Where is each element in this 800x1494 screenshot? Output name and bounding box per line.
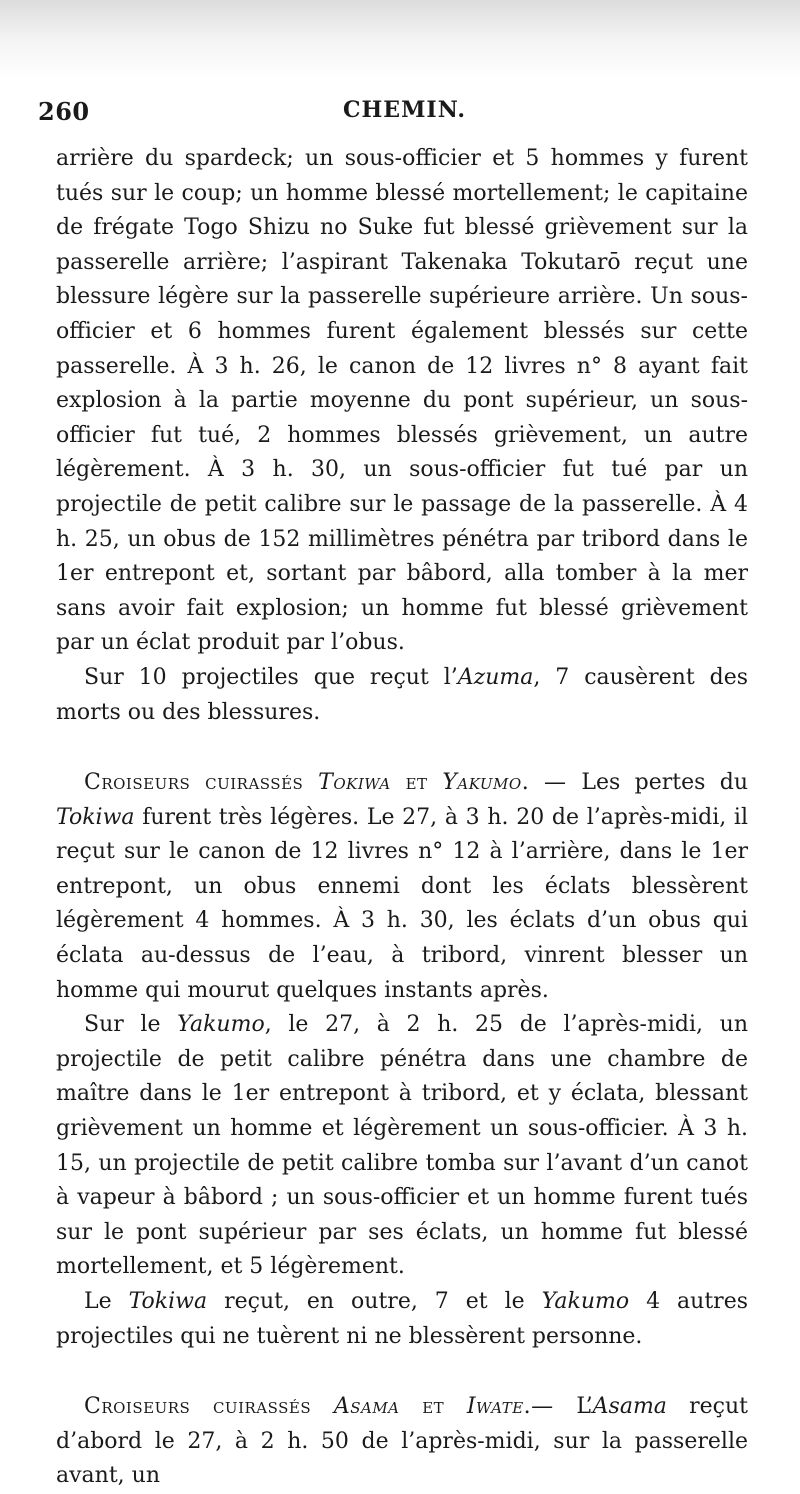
paragraph-yakumo: Sur le Yakumo, le 27, à 2 h. 25 de l’après-midi, un projectile de petit calibre pénétra dans une chambre de maître dans le 1er entrepont à tribord, et y éclata, blessant grièvement un homme et légèrement un sous-officier. À 3 h. 15, un projectile de petit calibre tomba sur l’avant d’un canot à vapeur à bâbord ; un sous-officier et un homme furent tués sur le pont supérieur par ses éclats, un homme fut blessé mortellement, et 5 légèrement. [56, 1012, 748, 1280]
paragraph-tokiwa-yakumo: Croiseurs cuirassés Tokiwa et Yakumo. — Les pertes du Tokiwa furent très légères. Le 27, à 3 h. 20 de l’après-midi, il reçut sur le canon de 12 livres n° 12 à l’arrière, dans le 1er entrepont, un obus ennemi dont les éclats blessèrent légèrement 4 hommes. À 3 h. 30, les éclats d’un obus qui éclata au-dessus de l’eau, à tribord, vinrent blesser un homme qui mourut quelques instants après. [56, 770, 748, 1003]
section-heading: Croiseurs cuirassés Tokiwa et Yakumo. — [84, 770, 582, 796]
paragraph-continuation: arrière du spardeck; un sous-officier et 5 hommes y furent tués sur le coup; un homme blessé mortellement; le capitaine de frégate Togo Shizu no Suke fut blessé grièvement sur la passerelle arrière; l’aspirant Takenaka Tokutarō reçut une blessure légère sur la passerelle supérieure arrière. Un sous-officier et 6 hommes furent également blessés sur cette passerelle. À 3 h. 26, le canon de 12 livres n° 8 ayant fait explosion à la partie moyenne du pont supérieur, un sous-officier fut tué, 2 hommes blessés grièvement, un autre légèrement. À 3 h. 30, un sous-officier fut tué par un projectile de petit calibre sur le passage de la passerelle. À 4 h. 25, un obus de 152 millimètres pénétra par tribord dans le 1er entrepont et, sortant par bâbord, alla tomber à la mer sans avoir fait explosion; un homme fut blessé grièvement par un éclat produit par l’obus. [56, 146, 748, 656]
paragraph-tokiwa-yakumo-summary: Le Tokiwa reçut, en outre, 7 et le Yakumo 4 autres projectiles qui ne tuèrent ni ne blessèrent personne. [56, 1289, 749, 1349]
paragraph-asama-iwate: Croiseurs cuirassés Asama et Iwate.— L’Asama reçut d’abord le 27, à 2 h. 50 de l’après-midi, sur la passerelle avant, un [56, 1394, 748, 1489]
running-head: CHEMIN. [343, 97, 467, 123]
section-heading: Croiseurs cuirassés Asama et Iwate.— [84, 1394, 577, 1420]
page-number: 260 [38, 97, 90, 126]
page-body [56, 142, 748, 1494]
page-header [38, 97, 758, 133]
paragraph-azuma-summary: Sur 10 projectiles que reçut l’Azuma, 7 causèrent des morts ou des blessures. [56, 664, 748, 725]
